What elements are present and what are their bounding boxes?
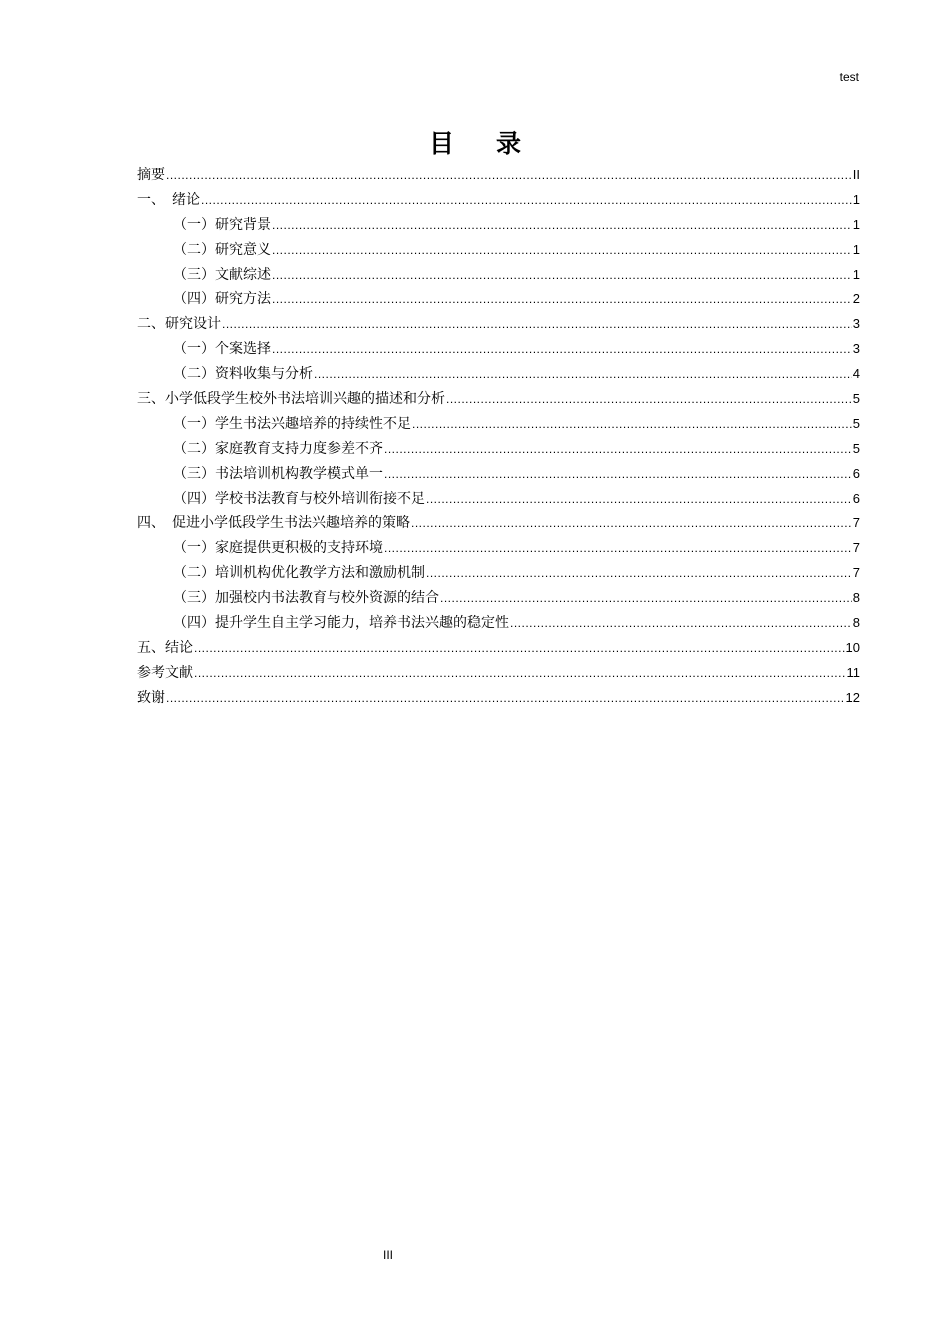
toc-entry[interactable] [137,561,860,586]
toc-dot-leader [222,312,852,337]
toc-entry[interactable] [137,636,860,661]
toc-entry-page: 7 [852,540,860,556]
toc-dot-leader [194,661,846,686]
toc-entry-page: 6 [852,490,860,506]
toc-entry-page: 3 [852,316,860,332]
toc-entry[interactable] [137,611,860,636]
toc-entry-page: 1 [852,266,860,282]
toc-entry[interactable] [137,238,860,263]
toc-dot-leader [412,412,852,437]
toc-entry-page: 10 [845,639,860,655]
toc-entry[interactable] [137,188,860,213]
toc-dot-leader [510,611,852,636]
toc-dot-leader [314,362,852,387]
toc-entry-label: 参考文献 [137,664,193,681]
toc-entry[interactable] [137,586,860,611]
toc-entry[interactable] [137,362,860,387]
toc-entry-label: （二）资料收集与分析 [173,366,313,383]
toc-entry-page: 1 [852,191,860,207]
toc-entry-page: 7 [852,565,860,581]
toc-entry-label: 致谢 [137,689,165,706]
toc-dot-leader [272,287,852,312]
toc-entry-page: 8 [852,590,860,606]
toc-entry-label: （一）家庭提供更积极的支持环境 [173,540,383,557]
toc-entry-label: （一）个案选择 [173,341,271,358]
toc-dot-leader [194,636,845,661]
toc-dot-leader [201,188,852,213]
toc-entry[interactable] [137,686,860,711]
toc-entry[interactable] [137,437,860,462]
toc-dot-leader [384,536,852,561]
toc-entry[interactable] [137,337,860,362]
toc-entry[interactable] [137,213,860,238]
toc-entry-label: 一、 绪论 [137,191,200,208]
toc-entry-label: （三）书法培训机构教学模式单一 [173,465,383,482]
toc-entry-label: （一）学生书法兴趣培养的持续性不足 [173,415,411,432]
toc-dot-leader [426,487,852,512]
toc-entry-page: 7 [852,515,860,531]
toc-entry-label: 三、小学低段学生校外书法培训兴趣的描述和分析 [137,391,445,408]
toc-entry[interactable] [137,263,860,288]
toc-dot-leader [446,387,852,412]
toc-entry-label: （二）家庭教育支持力度参差不齐 [173,440,383,457]
toc-dot-leader [426,561,852,586]
table-of-contents [137,163,860,711]
toc-entry-page: 2 [852,291,860,307]
toc-entry-page: 3 [852,341,860,357]
toc-entry-label: （二）研究意义 [173,241,271,258]
toc-dot-leader [440,586,852,611]
toc-entry[interactable] [137,412,860,437]
toc-entry-label: （三）加强校内书法教育与校外资源的结合 [173,590,439,607]
toc-entry-page: 8 [852,615,860,631]
header-note: test [839,70,859,84]
page-title: 目录 [428,129,563,158]
page-number: III [383,1248,394,1262]
toc-entry-page: 5 [852,391,860,407]
toc-entry-label: 二、研究设计 [137,316,221,333]
toc-entry-label: （三）文献综述 [173,266,271,283]
toc-entry-label: （四）学校书法教育与校外培训衔接不足 [173,490,425,507]
toc-entry-page: II [852,167,860,182]
toc-entry-page: 1 [852,216,860,232]
toc-entry[interactable] [137,387,860,412]
toc-dot-leader [272,213,852,238]
toc-entry-page: 4 [852,366,860,382]
toc-entry-page: 5 [852,415,860,431]
toc-entry[interactable] [137,163,860,188]
toc-dot-leader [411,511,852,536]
toc-entry-label: （二）培训机构优化教学方法和激励机制 [173,565,425,582]
toc-entry-label: （四）研究方法 [173,291,271,308]
toc-entry-page: 11 [846,664,860,680]
toc-dot-leader [166,686,845,711]
toc-entry-label: 四、 促进小学低段学生书法兴趣培养的策略 [137,515,410,532]
toc-entry[interactable] [137,462,860,487]
toc-entry-page: 5 [852,440,860,456]
toc-entry[interactable] [137,312,860,337]
toc-entry[interactable] [137,487,860,512]
toc-dot-leader [384,462,852,487]
toc-entry-label: 五、结论 [137,639,193,656]
toc-entry-label: （四）提升学生自主学习能力，培养书法兴趣的稳定性 [173,615,509,632]
toc-dot-leader [272,337,852,362]
toc-dot-leader [384,437,852,462]
toc-entry-page: 6 [852,465,860,481]
toc-entry-page: 12 [845,689,860,705]
toc-dot-leader [272,238,852,263]
toc-entry[interactable] [137,287,860,312]
toc-entry[interactable] [137,536,860,561]
toc-dot-leader [272,263,852,288]
toc-entry-page: 1 [852,241,860,257]
toc-entry-label: 摘要 [137,167,165,183]
toc-entry[interactable] [137,661,860,686]
toc-dot-leader [166,163,852,188]
toc-entry-label: （一）研究背景 [173,216,271,233]
toc-entry[interactable] [137,511,860,536]
